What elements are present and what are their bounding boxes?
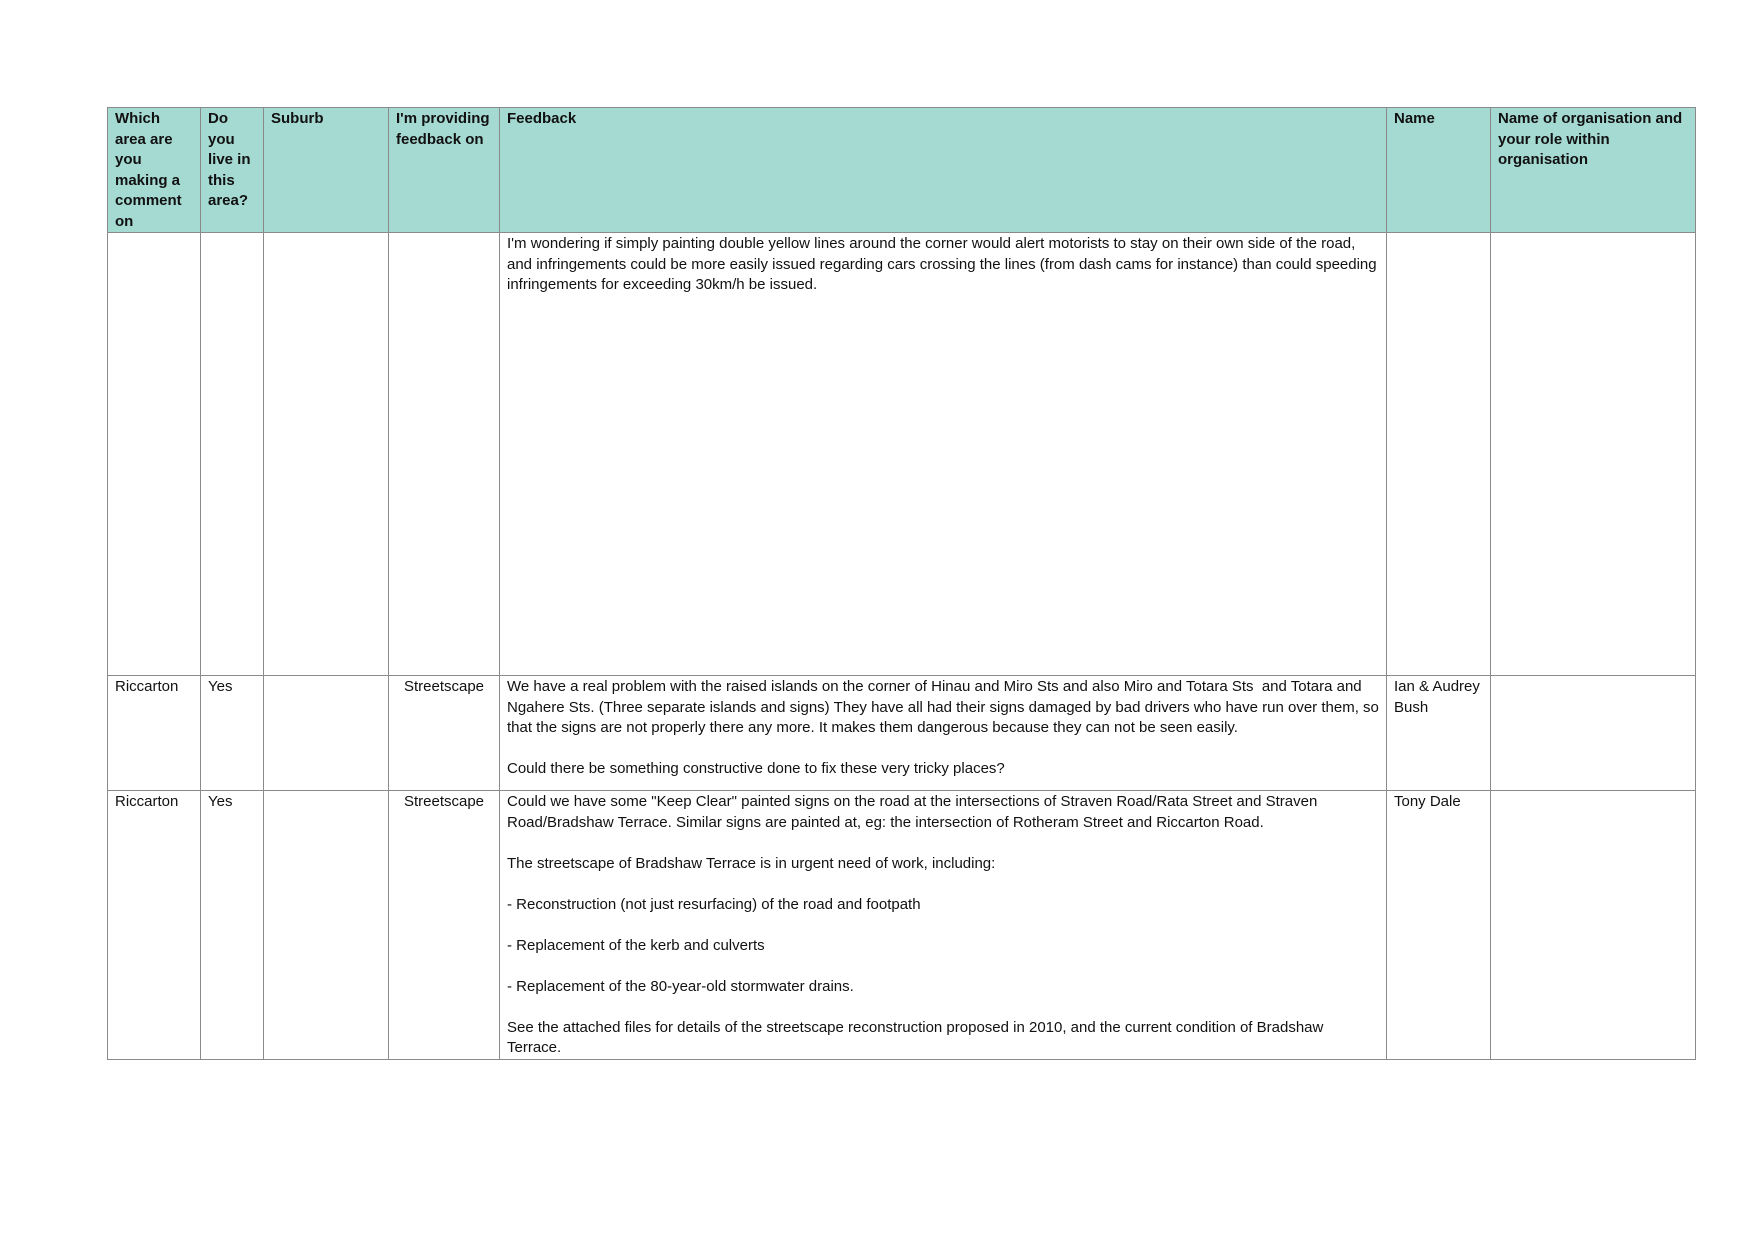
header-name: Name bbox=[1387, 108, 1491, 233]
cell-area: Riccarton bbox=[108, 676, 201, 791]
feedback-paragraph: The streetscape of Bradshaw Terrace is in urgent need of work, including: bbox=[507, 854, 996, 872]
feedback-paragraph: Could there be something constructive done to fix these very tricky places? bbox=[507, 760, 1005, 777]
header-organisation: Name of organisation and your role within organisation bbox=[1491, 108, 1696, 233]
cell-organisation bbox=[1491, 791, 1696, 1060]
cell-name bbox=[1387, 233, 1491, 676]
cell-live-in-area: Yes bbox=[201, 676, 264, 791]
cell-feedback bbox=[500, 233, 1387, 676]
cell-name: Ian & Audrey Bush bbox=[1387, 676, 1491, 791]
cell-feedback-topic: Streetscape bbox=[389, 791, 500, 1060]
header-feedback-topic: I'm providing feedback on bbox=[389, 108, 500, 233]
cell-suburb bbox=[264, 233, 389, 676]
header-live-in-area: Do you live in this area? bbox=[201, 108, 264, 233]
feedback-table bbox=[107, 107, 1696, 1060]
feedback-paragraph: See the attached files for details of the streetscape reconstruction proposed in 2010, and the current condition of Bradshaw Terrace. bbox=[507, 1018, 1328, 1056]
cell-feedback-topic bbox=[389, 233, 500, 676]
cell-feedback bbox=[500, 676, 1387, 791]
cell-suburb bbox=[264, 791, 389, 1060]
feedback-paragraph: I'm wondering if simply painting double yellow lines around the corner would alert motorists to stay on their own side of the road, and infringements could be more easily issued regarding cars crossing the lines (from dash cams for instance) than could speeding infringements for exceeding 30km/h be issued. bbox=[507, 235, 1381, 293]
table-row bbox=[108, 676, 1696, 791]
header-feedback: Feedback bbox=[500, 108, 1387, 233]
cell-feedback-topic: Streetscape bbox=[389, 676, 500, 791]
cell-organisation bbox=[1491, 233, 1696, 676]
cell-area bbox=[108, 233, 201, 676]
header-suburb: Suburb bbox=[264, 108, 389, 233]
feedback-paragraph: - Replacement of the kerb and culverts bbox=[507, 936, 765, 954]
table-row bbox=[108, 233, 1696, 676]
feedback-paragraph: We have a real problem with the raised islands on the corner of Hinau and Miro Sts and also Miro and Totara Sts and Totara and Ngahere Sts. (Three separate islands and signs) They have all had their signs damaged by bad drivers who have run over them, so that the signs are not properly there any more. It makes them dangerous because they can not be seen easily. bbox=[507, 678, 1384, 736]
cell-name: Tony Dale bbox=[1387, 791, 1491, 1060]
cell-live-in-area: Yes bbox=[201, 791, 264, 1060]
table-header-row bbox=[108, 108, 1696, 233]
table-row bbox=[108, 791, 1696, 1060]
header-area: Which area are you making a comment on bbox=[108, 108, 201, 233]
feedback-paragraph: - Replacement of the 80-year-old stormwater drains. bbox=[507, 977, 854, 995]
cell-area: Riccarton bbox=[108, 791, 201, 1060]
cell-organisation bbox=[1491, 676, 1696, 791]
cell-live-in-area bbox=[201, 233, 264, 676]
feedback-paragraph: - Reconstruction (not just resurfacing) of the road and footpath bbox=[507, 895, 921, 913]
cell-suburb bbox=[264, 676, 389, 791]
feedback-paragraph: Could we have some "Keep Clear" painted signs on the road at the intersections of Straven Road/Rata Street and Straven Road/Bradshaw Terrace. Similar signs are painted at, eg: the intersection of Rotheram Street and Riccarton Road. bbox=[507, 793, 1322, 831]
cell-feedback bbox=[500, 791, 1387, 1060]
